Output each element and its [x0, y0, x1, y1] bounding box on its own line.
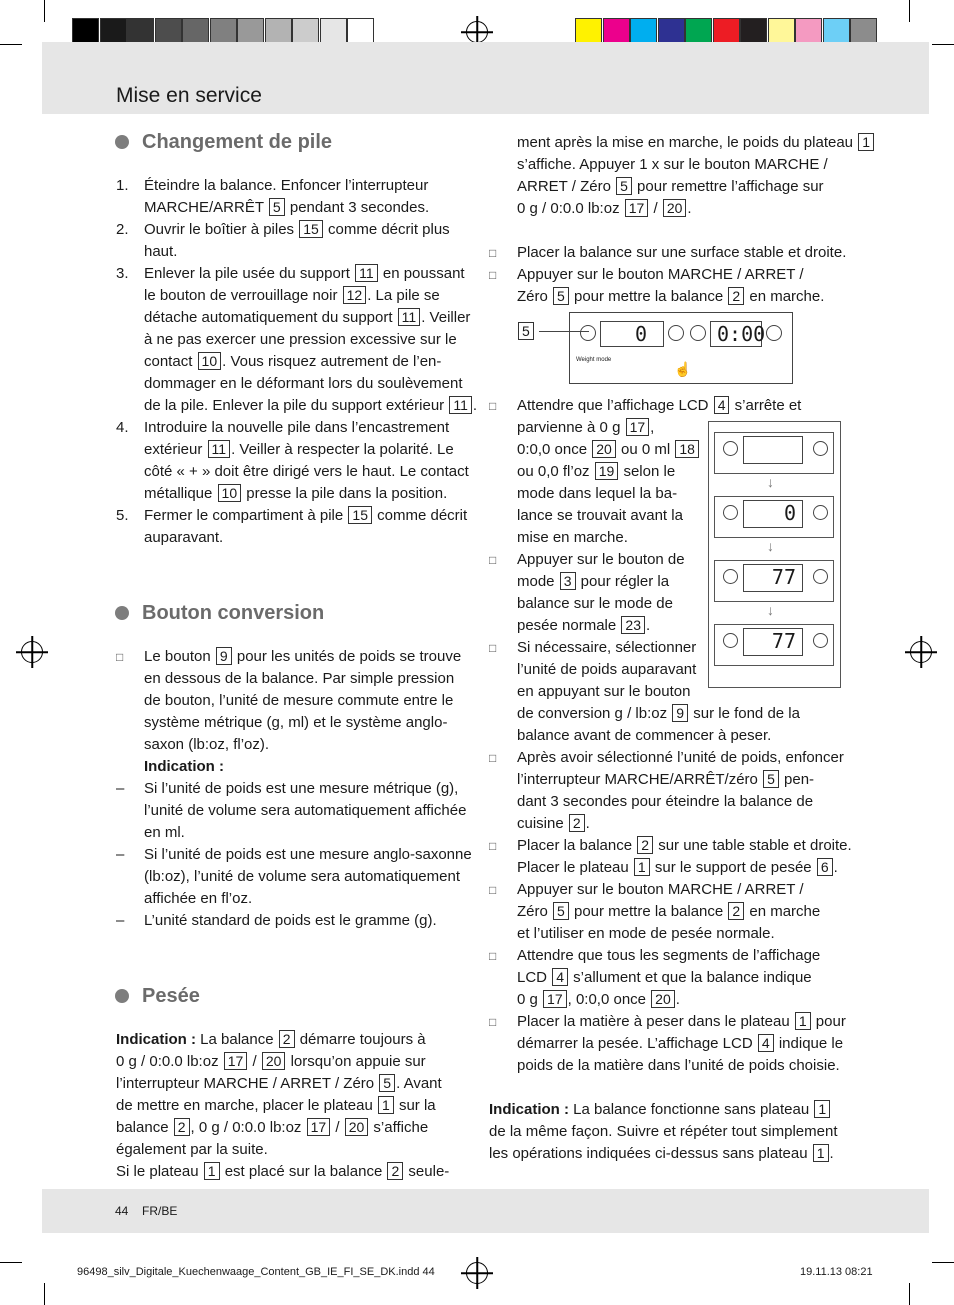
text-line: l’unité de volume sera automatiquement affichée: [144, 802, 467, 819]
reference-number-box: 1: [378, 1096, 394, 1114]
lcd-display: [743, 436, 803, 464]
text-line: affichée en fl’oz.: [144, 890, 253, 907]
crop-mark: [44, 0, 45, 22]
text-line: pesée normale 23 .: [517, 617, 651, 634]
scale-panel: [714, 496, 834, 538]
text-line: à ne pas exercer une pression excessive sur le: [144, 331, 457, 348]
reference-number-box: 5: [553, 902, 569, 920]
text-line: en appuyant sur le bouton: [517, 683, 691, 700]
mode-button-icon: [580, 325, 596, 341]
text-line: balance sur le mode de: [517, 595, 673, 612]
text-line: extérieur 11 . Veiller à respecter la polarité. Le: [144, 441, 454, 458]
right-column-top: [489, 132, 870, 308]
tare-button-icon: [668, 325, 684, 341]
text-line: 1. Éteindre la balance. Enfoncer l’interrupteur: [116, 175, 468, 197]
text-line: détache automatiquement du support 11 . Veiller: [144, 309, 471, 326]
reference-number-box: 12: [343, 286, 367, 304]
list-marker: 1.: [116, 177, 129, 194]
text-line: [489, 220, 843, 242]
text-line: □ Le bouton 9 pour les unités de poids se trouve: [116, 646, 468, 668]
text-line: de conversion g / lb:oz 9 sur le fond de la: [517, 705, 800, 722]
page-title: Mise en service: [116, 84, 262, 107]
list-marker: –: [116, 780, 125, 797]
round-button-icon: [723, 505, 738, 520]
reference-number-box: 20: [592, 440, 616, 458]
text-line: □ Après avoir sélectionné l’unité de poids, enfoncer: [489, 747, 843, 769]
text-line: 0 g / 0:0.0 lb:oz 17 / 20 lorsqu’on appuie sur: [116, 1053, 426, 1070]
text-line: l’interrupteur MARCHE/ARRÊT/zéro 5 pen-: [517, 771, 815, 788]
list-marker: □: [489, 399, 497, 413]
list-marker: 3.: [116, 265, 129, 282]
reference-number-box: 17: [625, 199, 649, 217]
text-line: poids de la matière dans l’unité de poids choisie.: [517, 1057, 840, 1074]
reference-number-box: 2: [728, 902, 744, 920]
bullet-dot-icon: [115, 989, 129, 1003]
reference-number-box: 9: [672, 704, 688, 722]
lcd-display: 0: [600, 321, 664, 347]
registration-mark-icon: [466, 21, 488, 43]
text-line: Placer le plateau 1 sur le support de pesée 6 .: [517, 859, 838, 876]
text-line: système métrique (g, ml) et le système anglo-: [144, 714, 448, 731]
reference-number-box: 2: [387, 1162, 403, 1180]
text-line: mode dans lequel la ba-: [517, 485, 678, 502]
text-line: balance avant de commencer à peser.: [517, 727, 772, 744]
reference-number-box: 10: [218, 484, 242, 502]
text-line: mise en marche.: [517, 529, 628, 546]
down-arrow-icon: ↓: [767, 602, 774, 618]
pesee-paragraph: [116, 1029, 468, 1183]
text-line: ou 0,0 fl’oz 19 selon le: [517, 463, 676, 480]
text-line: 0 g / 0:0.0 lb:oz 17 / 20 .: [517, 200, 692, 217]
crop-mark: [0, 44, 22, 45]
text-line: de mettre en marche, placer le plateau 1 sur la: [116, 1097, 436, 1114]
text-line: □ Placer la matière à peser dans le plateau 1 pour: [489, 1011, 843, 1033]
tare-button-icon: [766, 325, 782, 341]
reference-number-box: 20: [262, 1052, 286, 1070]
reference-number-box: 17: [626, 418, 650, 436]
round-button-icon: [813, 505, 828, 520]
reference-number-box: 5: [616, 177, 632, 195]
text-line: le bouton de verrouillage noir 12 . La pile se: [144, 287, 440, 304]
round-button-icon: [723, 569, 738, 584]
text-line: s’affiche. Appuyer 1 x sur le bouton MARCHE /: [517, 156, 828, 173]
text-line: Indication : La balance fonctionne sans plateau 1: [489, 1099, 843, 1121]
text-line: – Si l’unité de poids est une mesure anglo-saxonne: [116, 844, 468, 866]
text-line: □ Placer la balance 2 sur une table stable et droite.: [489, 835, 843, 857]
language-code: FR/BE: [142, 1204, 178, 1218]
reference-number-box: 1: [634, 858, 650, 876]
round-button-icon: [723, 633, 738, 648]
text-line: □ Si nécessaire, sélectionner: [489, 637, 843, 659]
text-line: Zéro 5 pour mettre la balance 2 en marche.: [517, 288, 825, 305]
list-marker: □: [489, 751, 497, 765]
reference-number-box: 2: [279, 1030, 295, 1048]
crop-mark: [909, 0, 910, 22]
reference-number-box: 20: [663, 199, 687, 217]
text-line: Si le plateau 1 est placé sur la balance 2 seule-: [116, 1163, 450, 1180]
section-heading-pesee: Pesée: [116, 982, 468, 1010]
lcd-display: 0:00: [710, 321, 762, 347]
list-marker: □: [489, 553, 497, 567]
reference-number-box: 18: [675, 440, 699, 458]
round-button-icon: [723, 441, 738, 456]
registration-mark-icon: [466, 1262, 488, 1284]
round-button-icon: [813, 569, 828, 584]
text-line: côté « + » doit être dirigé vers le haut. Le contact: [144, 463, 469, 480]
weight-mode-figure: [517, 312, 793, 384]
list-marker: □: [116, 650, 124, 664]
list-marker: –: [116, 912, 125, 929]
file-name: 96498_silv_Digitale_Kuechenwaage_Content_GB_IE_FI_SE_DK.indd 44: [77, 1266, 435, 1278]
scale-panel: [714, 432, 834, 474]
left-column: [116, 128, 478, 1183]
reference-number-box: 19: [595, 462, 619, 480]
text-line: de bouton, l’unité de mesure commute entre le: [144, 692, 454, 709]
text-line: balance 2 , 0 g / 0:0.0 lb:oz 17 / 20 s’affiche: [116, 1119, 429, 1136]
reference-number-box: 2: [637, 836, 653, 854]
text-line: haut.: [144, 243, 178, 260]
text-line: de la pile. Enlever la pile du support extérieur 11 .: [144, 397, 478, 414]
text-line: saxon (lb:oz, fl’oz).: [144, 736, 270, 753]
text-line: MARCHE/ARRÊT 5 pendant 3 secondes.: [144, 199, 430, 216]
reference-number-box: 11: [208, 440, 231, 458]
text-line: □ Attendre que l’affichage LCD 4 s’arrête et: [489, 395, 843, 417]
list-marker: □: [489, 839, 497, 853]
text-line: Zéro 5 pour mettre la balance 2 en marche: [517, 903, 821, 920]
reference-number-box: 5: [763, 770, 779, 788]
list-marker: □: [489, 246, 497, 260]
text-line: dant 3 secondes pour éteindre la balance de: [517, 793, 814, 810]
text-line: LCD 4 s’allument et que la balance indique: [517, 969, 812, 986]
round-button-icon: [813, 633, 828, 648]
reference-number-box: 20: [345, 1118, 369, 1136]
crop-mark: [44, 1283, 45, 1305]
text-line: en dessous de la balance. Par simple pression: [144, 670, 455, 687]
bullet-dot-icon: [115, 606, 129, 620]
text-line: □ Appuyer sur le bouton MARCHE / ARRET /: [489, 879, 843, 901]
list-marker: □: [489, 1015, 497, 1029]
list-marker: –: [116, 846, 125, 863]
text-line: 3. Enlever la pile usée du support 11 en poussant: [116, 263, 468, 285]
text-line: (lb:oz), l’unité de volume sera automatiquement: [144, 868, 460, 885]
list-marker: □: [489, 883, 497, 897]
text-line: l’unité de poids auparavant: [517, 661, 697, 678]
registration-mark-icon: [21, 641, 43, 663]
reference-number-box: 11: [355, 264, 378, 282]
scale-states-figure: [708, 421, 841, 688]
lcd-display: 0: [743, 500, 803, 528]
reference-number-box: 17: [224, 1052, 248, 1070]
text-line: parvienne à 0 g 17 ,: [517, 419, 655, 436]
text-line: ment après la mise en marche, le poids du plateau 1: [489, 132, 843, 154]
reference-number-box: 15: [299, 220, 323, 238]
text-line: 4. Introduire la nouvelle pile dans l’encastrement: [116, 417, 468, 439]
reference-number-box: 10: [198, 352, 222, 370]
scale-panel-strip: [569, 312, 793, 384]
section-heading-changement: Changement de pile: [116, 128, 468, 156]
mode-button-icon: [690, 325, 706, 341]
text-line: 0 g 17 , 0:0,0 once 20 .: [517, 991, 680, 1008]
right-top-list: [489, 132, 870, 308]
text-line: 0:0,0 once 20 ou 0 ml 18: [489, 439, 843, 461]
reference-number-box: 9: [216, 647, 232, 665]
text-line: métallique 10 presse la pile dans la position.: [144, 485, 448, 502]
figure-callout-label: 5: [518, 322, 534, 340]
down-arrow-icon: ↓: [767, 538, 774, 554]
crop-mark: [932, 44, 954, 45]
text-line: 5. Fermer le compartiment à pile 15 comme décrit: [116, 505, 468, 527]
lcd-display: 77: [743, 564, 803, 592]
bullet-dot-icon: [115, 135, 129, 149]
registration-mark-icon: [910, 641, 932, 663]
lcd-display: 77: [743, 628, 803, 656]
list-marker: □: [489, 949, 497, 963]
reference-number-box: 1: [795, 1012, 811, 1030]
reference-number-box: 17: [543, 990, 567, 1008]
reference-number-box: 1: [813, 1144, 829, 1162]
text-line: – Si l’unité de poids est une mesure métrique (g),: [116, 778, 468, 800]
list-marker: □: [489, 641, 497, 655]
text-line: Indication : La balance 2 démarre toujours à: [116, 1031, 426, 1048]
reference-number-box: 17: [307, 1118, 331, 1136]
text-line: ARRET / Zéro 5 pour remettre l’affichage sur: [517, 178, 824, 195]
conversion-list: [116, 646, 472, 932]
section-heading-conversion: Bouton conversion: [116, 599, 468, 627]
reference-number-box: 20: [651, 990, 675, 1008]
reference-number-box: 11: [398, 308, 421, 326]
list-marker: 2.: [116, 221, 129, 238]
text-line: l’interrupteur MARCHE / ARRET / Zéro 5 . Avant: [116, 1075, 442, 1092]
reference-number-box: 2: [174, 1118, 190, 1136]
crop-mark: [909, 1283, 910, 1305]
text-line: également par la suite.: [116, 1141, 268, 1158]
reference-number-box: 5: [553, 287, 569, 305]
text-line: de la même façon. Suivre et répéter tout simplement: [489, 1123, 838, 1140]
reference-number-box: 4: [714, 396, 730, 414]
list-marker: □: [489, 268, 497, 282]
reference-number-box: 4: [552, 968, 568, 986]
text-line: démarrer la pesée. L’affichage LCD 4 indique le: [517, 1035, 844, 1052]
hand-pointer-icon: ☝: [674, 361, 692, 377]
list-marker: 5.: [116, 507, 129, 524]
reference-number-box: 23: [621, 616, 645, 634]
battery-steps-list: [116, 175, 478, 549]
indication-paragraph: [489, 1099, 843, 1165]
crop-mark: [932, 1262, 954, 1263]
scale-panel: [714, 560, 834, 602]
print-date: 19.11.13 08:21: [800, 1266, 873, 1278]
text-line: □ Appuyer sur le bouton de: [489, 549, 843, 571]
reference-number-box: 1: [814, 1100, 830, 1118]
text-line: □ Appuyer sur le bouton MARCHE / ARRET /: [489, 264, 843, 286]
down-arrow-icon: ↓: [767, 474, 774, 490]
reference-number-box: 5: [269, 198, 285, 216]
reference-number-box: 2: [728, 287, 744, 305]
scale-panel: [714, 624, 834, 666]
list-marker: 4.: [116, 419, 129, 436]
page-number: 44: [115, 1204, 129, 1218]
text-line: et l’utiliser en mode de pesée normale.: [517, 925, 775, 942]
reference-number-box: 15: [348, 506, 372, 524]
reference-number-box: 4: [758, 1034, 774, 1052]
text-line: auparavant.: [144, 529, 224, 546]
reference-number-box: 6: [817, 858, 833, 876]
text-line: dommager en le déformant lors du soulèvement: [144, 375, 463, 392]
text-line: contact 10 . Vous risquez autrement de l’en-: [144, 353, 442, 370]
text-line: lance se trouvait avant la: [517, 507, 683, 524]
text-line: les opérations indiquées ci-dessus sans plateau 1 .: [489, 1145, 834, 1162]
text-line: cuisine 2 .: [517, 815, 590, 832]
weight-mode-label: Weight mode: [576, 357, 612, 363]
reference-number-box: 1: [204, 1162, 220, 1180]
text-line: Indication :: [144, 758, 224, 775]
text-line: – L’unité standard de poids est le gramme (g).: [116, 910, 468, 932]
text-line: □ Attendre que tous les segments de l’affichage: [489, 945, 843, 967]
text-line: 2. Ouvrir le boîtier à piles 15 comme décrit plus: [116, 219, 468, 241]
crop-mark: [0, 1262, 22, 1263]
reference-number-box: 2: [569, 814, 585, 832]
reference-number-box: 3: [560, 572, 576, 590]
round-button-icon: [813, 441, 828, 456]
reference-number-box: 11: [449, 396, 472, 414]
reference-number-box: 1: [858, 133, 874, 151]
text-line: □ Placer la balance sur une surface stable et droite.: [489, 242, 843, 264]
reference-number-box: 5: [379, 1074, 395, 1092]
text-line: mode 3 pour régler la: [517, 573, 670, 590]
text-line: en ml.: [144, 824, 185, 841]
